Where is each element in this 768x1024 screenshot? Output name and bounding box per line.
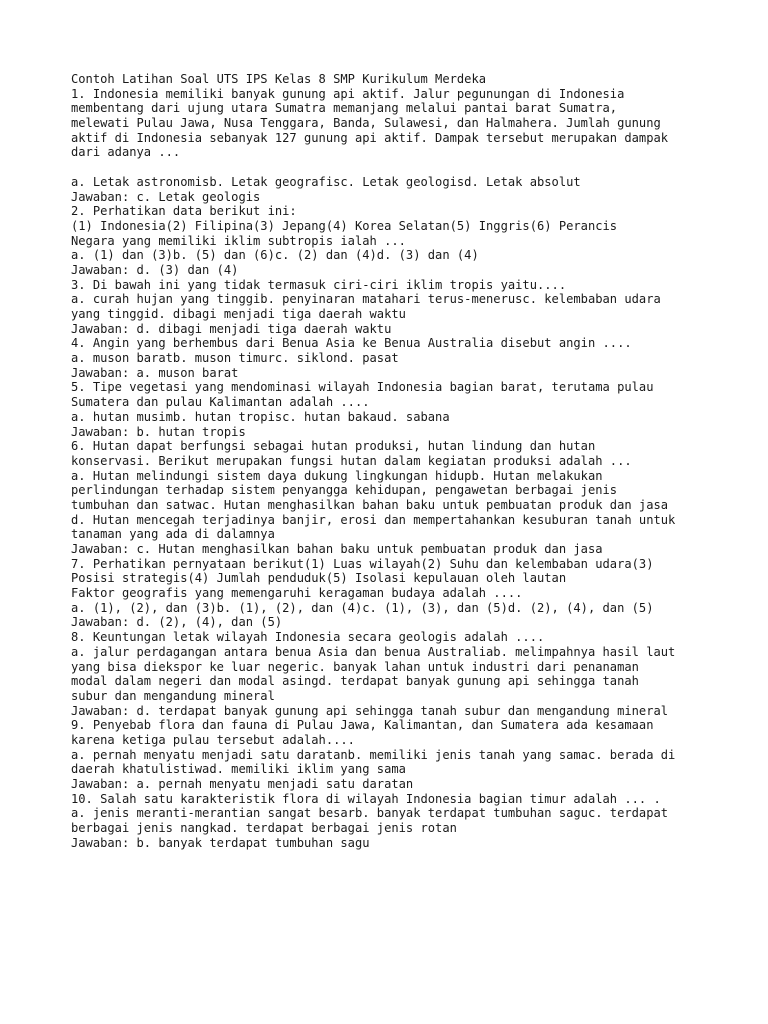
text-line: a. (1) dan (3)b. (5) dan (6)c. (2) dan (4)d. (3) dan (4) [71, 248, 479, 263]
text-line: Jawaban: d. (2), (4), dan (5) [71, 615, 283, 630]
text-line: a. muson baratb. muson timurc. siklond. pasat [71, 351, 399, 366]
text-line: 2. Perhatikan data berikut ini: [71, 204, 297, 219]
text-line: a. Hutan melindungi sistem daya dukung lingkungan hidupb. Hutan melakukan [71, 468, 603, 483]
text-line: tanaman yang ada di dalamnya [71, 527, 275, 542]
text-line: a. Letak astronomisb. Letak geografisc. Letak geologisd. Letak absolut [71, 174, 581, 189]
text-line: a. (1), (2), dan (3)b. (1), (2), dan (4)c. (1), (3), dan (5)d. (2), (4), dan (5) [71, 600, 654, 615]
text-line: subur dan mengandung mineral [71, 688, 275, 703]
text-line: daerah khatulistiwad. memiliki iklim yang sama [71, 762, 406, 777]
text-line: karena ketiga pulau tersebut adalah.... [71, 732, 355, 747]
text-line: membentang dari ujung utara Sumatra memanjang melalui pantai barat Sumatra, [71, 101, 618, 116]
text-line: 3. Di bawah ini yang tidak termasuk ciri-ciri iklim tropis yaitu.... [71, 277, 567, 292]
text-line: melewati Pulau Jawa, Nusa Tenggara, Banda, Sulawesi, dan Halmahera. Jumlah gunung [71, 116, 661, 131]
text-line: a. pernah menyatu menjadi satu daratanb. memiliki jenis tanah yang samac. berada di [71, 747, 676, 762]
document-body [71, 72, 711, 850]
text-line: 6. Hutan dapat berfungsi sebagai hutan produksi, hutan lindung dan hutan [71, 439, 596, 454]
text-line: Jawaban: a. pernah menyatu menjadi satu daratan [71, 777, 414, 791]
text-line: a. jalur perdagangan antara benua Asia dan benua Australiab. melimpahnya hasil laut [71, 644, 676, 659]
text-line: yang bisa diekspor ke luar negeric. banyak lahan untuk industri dari penanaman [71, 659, 639, 674]
text-line: 10. Salah satu karakteristik flora di wilayah Indonesia bagian timur adalah ... . [71, 791, 661, 806]
text-line: Jawaban: a. muson barat [71, 365, 239, 380]
text-line: tumbuhan dan satwac. Hutan menghasilkan bahan baku untuk pembuatan produk dan jasa [71, 497, 669, 512]
text-line: Posisi strategis(4) Jumlah penduduk(5) Isolasi kepulauan oleh lautan [71, 571, 567, 586]
text-line: modal dalam negeri dan modal asingd. terdapat banyak gunung api sehingga tanah [71, 674, 639, 689]
text-line [71, 160, 711, 175]
text-line: 1. Indonesia memiliki banyak gunung api aktif. Jalur pegunungan di Indonesia [71, 86, 625, 101]
document-title: Contoh Latihan Soal UTS IPS Kelas 8 SMP Kurikulum Merdeka [71, 72, 487, 86]
text-line: Sumatera dan pulau Kalimantan adalah .... [71, 395, 370, 410]
text-line: d. Hutan mencegah terjadinya banjir, erosi dan mempertahankan kesuburan tanah untuk [71, 512, 676, 527]
text-line: Jawaban: b. hutan tropis [71, 424, 246, 439]
text-line: a. curah hujan yang tinggib. penyinaran matahari terus-menerusc. kelembaban udara [71, 292, 661, 307]
text-line: 7. Perhatikan pernyataan berikut(1) Luas wilayah(2) Suhu dan kelembaban udara(3) [71, 556, 654, 571]
text-line: Jawaban: d. terdapat banyak gunung api sehingga tanah subur dan mengandung mineral [71, 703, 669, 718]
text-line: yang tinggid. dibagi menjadi tiga daerah waktu [71, 307, 406, 321]
text-line: 8. Keuntungan letak wilayah Indonesia secara geologis adalah .... [71, 630, 545, 645]
text-line: 9. Penyebab flora dan fauna di Pulau Jawa, Kalimantan, dan Sumatera ada kesamaan [71, 718, 654, 733]
text-line: Faktor geografis yang memengaruhi keragaman budaya adalah .... [71, 586, 523, 601]
text-line: 4. Angin yang berhembus dari Benua Asia ke Benua Australia disebut angin .... [71, 336, 632, 351]
text-line: konservasi. Berikut merupakan fungsi hutan dalam kegiatan produksi adalah ... [71, 453, 632, 468]
text-line: Jawaban: c. Hutan menghasilkan bahan baku untuk pembuatan produk dan jasa [71, 542, 603, 556]
text-line: Jawaban: c. Letak geologis [71, 189, 261, 204]
text-line: (1) Indonesia(2) Filipina(3) Jepang(4) Korea Selatan(5) Inggris(6) Perancis [71, 218, 618, 233]
text-line: a. hutan musimb. hutan tropisc. hutan bakaud. sabana [71, 409, 450, 424]
text-line: Jawaban: d. (3) dan (4) [71, 262, 239, 277]
text-line: perlindungan terhadap sistem penyangga kehidupan, pengawetan berbagai jenis [71, 483, 618, 498]
text-line: Jawaban: d. dibagi menjadi tiga daerah waktu [71, 321, 392, 336]
text-line: Jawaban: b. banyak terdapat tumbuhan sagu [71, 835, 370, 850]
text-line: dari adanya ... [71, 145, 181, 160]
text-line: Negara yang memiliki iklim subtropis ialah ... [71, 233, 406, 248]
text-line: aktif di Indonesia sebanyak 127 gunung api aktif. Dampak tersebut merupakan dampak [71, 130, 669, 145]
text-line: berbagai jenis nangkad. terdapat berbagai jenis rotan [71, 821, 457, 836]
text-line: a. jenis meranti-merantian sangat besarb. banyak terdapat tumbuhan saguc. terdapat [71, 806, 669, 821]
text-line: 5. Tipe vegetasi yang mendominasi wilayah Indonesia bagian barat, terutama pulau [71, 380, 654, 395]
